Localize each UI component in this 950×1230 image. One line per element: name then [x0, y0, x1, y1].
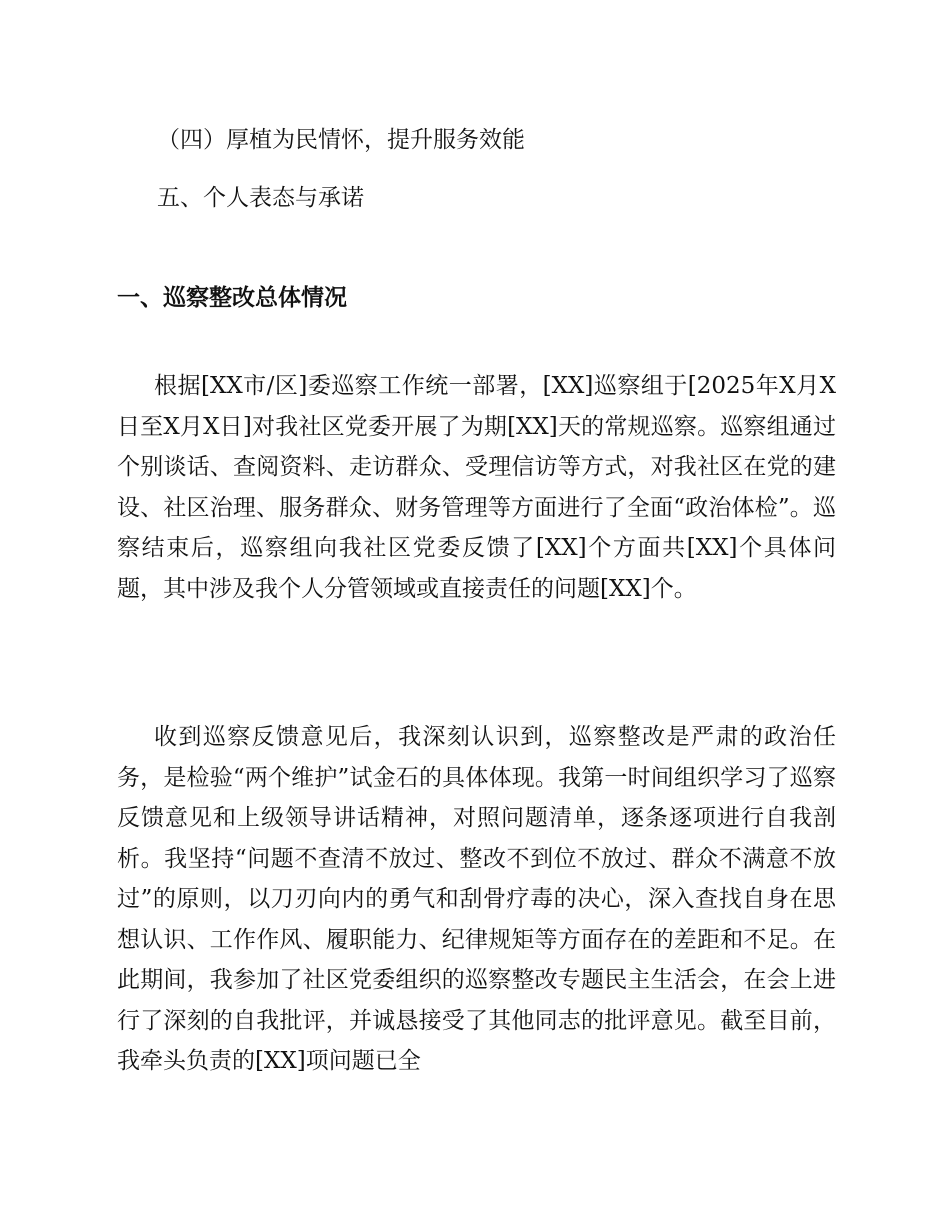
outline-item-personal-commitment: 五、个人表态与承诺 — [157, 185, 364, 211]
body-paragraph: 根据[XX市/区]委巡察工作统一部署，[XX]巡察组于[2025年X月X日至X月X日]对我社区党委开展了为期[XX]天的常规巡察。巡察组通过个别谈话、查阅资料、走访群众、受理信访等方式，对我社区在党的建设、社区治理、服务群众、财务管理等方面进行了全面“政治体检”。巡察结束后，巡察组向我社区党委反馈了[XX]个方面共[XX]个具体问题，其中涉及我个人分管领域或直接责任的问题[XX]个。 — [117, 373, 836, 602]
body-paragraph: 收到巡察反馈意见后，我深刻认识到，巡察整改是严肃的政治任务，是检验“两个维护”试金石的具体体现。我第一时间组织学习了巡察反馈意见和上级领导讲话精神，对照问题清单，逐条逐项进行自我剖析。我坚持“问题不查清不放过、整改不到位不放过、群众不满意不放过”的原则，以刀刃向内的勇气和刮骨疗毒的决心，深入查找自身在思想认识、工作作风、履职能力、纪律规矩等方面存在的差距和不足。在此期间，我参加了社区党委组织的巡察整改专题民主生活会，在会上进行了深刻的自我批评，并诚恳接受了其他同志的批评意见。截至目前，我牵头负责的[XX]项问题已全 — [117, 724, 836, 1074]
outline-item-service-efficiency: （四）厚植为民情怀，提升服务效能 — [157, 127, 525, 153]
section-heading: 一、巡察整改总体情况 — [117, 285, 347, 311]
